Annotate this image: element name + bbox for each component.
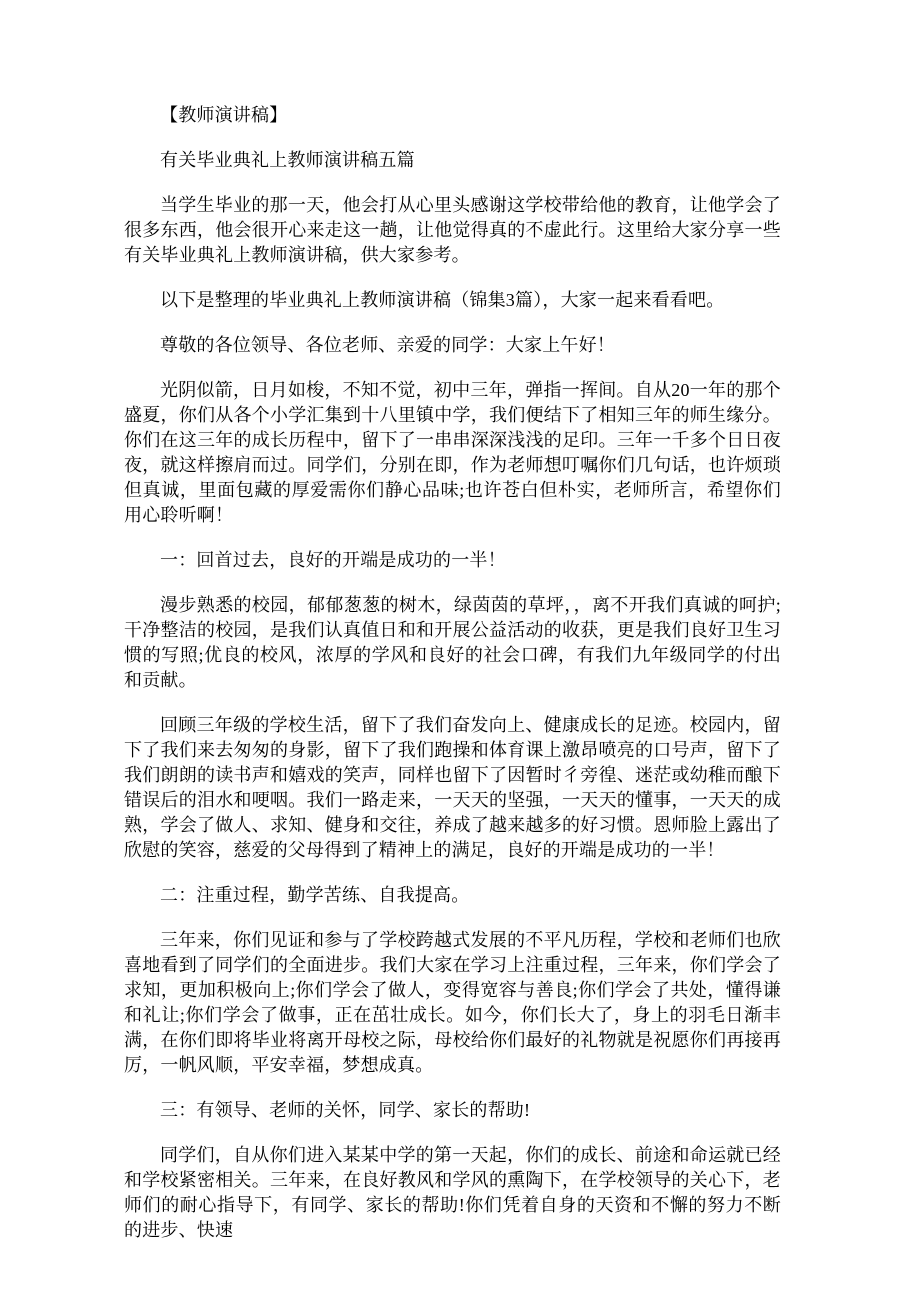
paragraph-heading: 一：回首过去，良好的开端是成功的一半！ xyxy=(160,550,506,570)
paragraph-heading: 三：有领导、老师的关怀，同学、家长的帮助! xyxy=(160,1100,531,1120)
paragraph-title: 有关毕业典礼上教师演讲稿五篇 xyxy=(160,150,415,170)
paragraph: 漫步熟悉的校园，郁郁葱葱的树木，绿茵茵的草坪，，离不开我们真诚的呵护;干净整洁的校园，是我们认真值日和和开展公益活动的收获，更是我们良好卫生习惯的写照;优良的校风，浓厚的学风和良好的社会口碑，有我们九年级同学的付出和贡献。 xyxy=(124,595,781,690)
paragraph: 同学们，自从你们进入某某中学的第一天起，你们的成长、前途和命运就已经和学校紧密相关。三年来，在良好教风和学风的熏陶下，在学校领导的关心下，老师们的耐心指导下，有同学、家长的帮助!你们凭着自身的天资和不懈的努力不断的进步、快速 xyxy=(124,1145,781,1240)
paragraph: 三年来，你们见证和参与了学校跨越式发展的不平凡历程，学校和老师们也欣喜地看到了同学们的全面进步。我们大家在学习上注重过程，三年来，你们学会了求知，更加积极向上;你们学会了做人，变得宽容与善良;你们学会了共处，懂得谦和礼让;你们学会了做事，正在茁壮成长。如今，你们长大了，身上的羽毛日渐丰满，在你们即将毕业将离开母校之际，母校给你们最好的礼物就是祝愿你们再接再厉，一帆风顺，平安幸福，梦想成真。 xyxy=(124,930,781,1075)
paragraph: 以下是整理的毕业典礼上教师演讲稿（锦集3篇），大家一起来看看吧。 xyxy=(160,290,725,310)
paragraph: 光阴似箭，日月如梭，不知不觉，初中三年，弹指一挥间。自从20一年的那个盛夏，你们从各个小学汇集到十八里镇中学，我们便结下了相知三年的师生缘分。你们在这三年的成长历程中，留下了一串串深深浅浅的足印。三年一千多个日日夜夜，就这样擦肩而过。同学们，分别在即，作为老师想叮嘱你们几句话，也许烦琐但真诚，里面包藏的厚爱需你们静心品味;也许苍白但朴实，老师所言，希望你们用心聆听啊！ xyxy=(124,380,781,525)
paragraph: 尊敬的各位领导、各位老师、亲爱的同学：大家上午好！ xyxy=(160,335,615,355)
paragraph-heading: 二：注重过程，勤学苦练、自我提高。 xyxy=(160,885,470,905)
paragraph-tag: 【教师演讲稿】 xyxy=(160,105,288,125)
paragraph: 回顾三年级的学校生活，留下了我们奋发向上、健康成长的足迹。校园内，留下了我们来去匆匆的身影，留下了我们跑操和体育课上激昂喷亮的口号声，留下了我们朗朗的读书声和嬉戏的笑声，同样也留下了因暂时彳旁徨、迷茫或幼稚而酿下错误后的泪水和哽咽。我们一路走来，一天天的坚强，一天天的懂事，一天天的成熟，学会了做人、求知、健身和交往，养成了越来越多的好习惯。恩师脸上露出了欣慰的笑容，慈爱的父母得到了精神上的满足，良好的开端是成功的一半！ xyxy=(124,715,781,860)
paragraph: 当学生毕业的那一天，他会打从心里头感谢这学校带给他的教育，让他学会了很多东西，他会很开心来走这一趟，让他觉得真的不虚此行。这里给大家分享一些有关毕业典礼上教师演讲稿，供大家参考。 xyxy=(124,195,781,265)
document-body xyxy=(124,103,781,1263)
